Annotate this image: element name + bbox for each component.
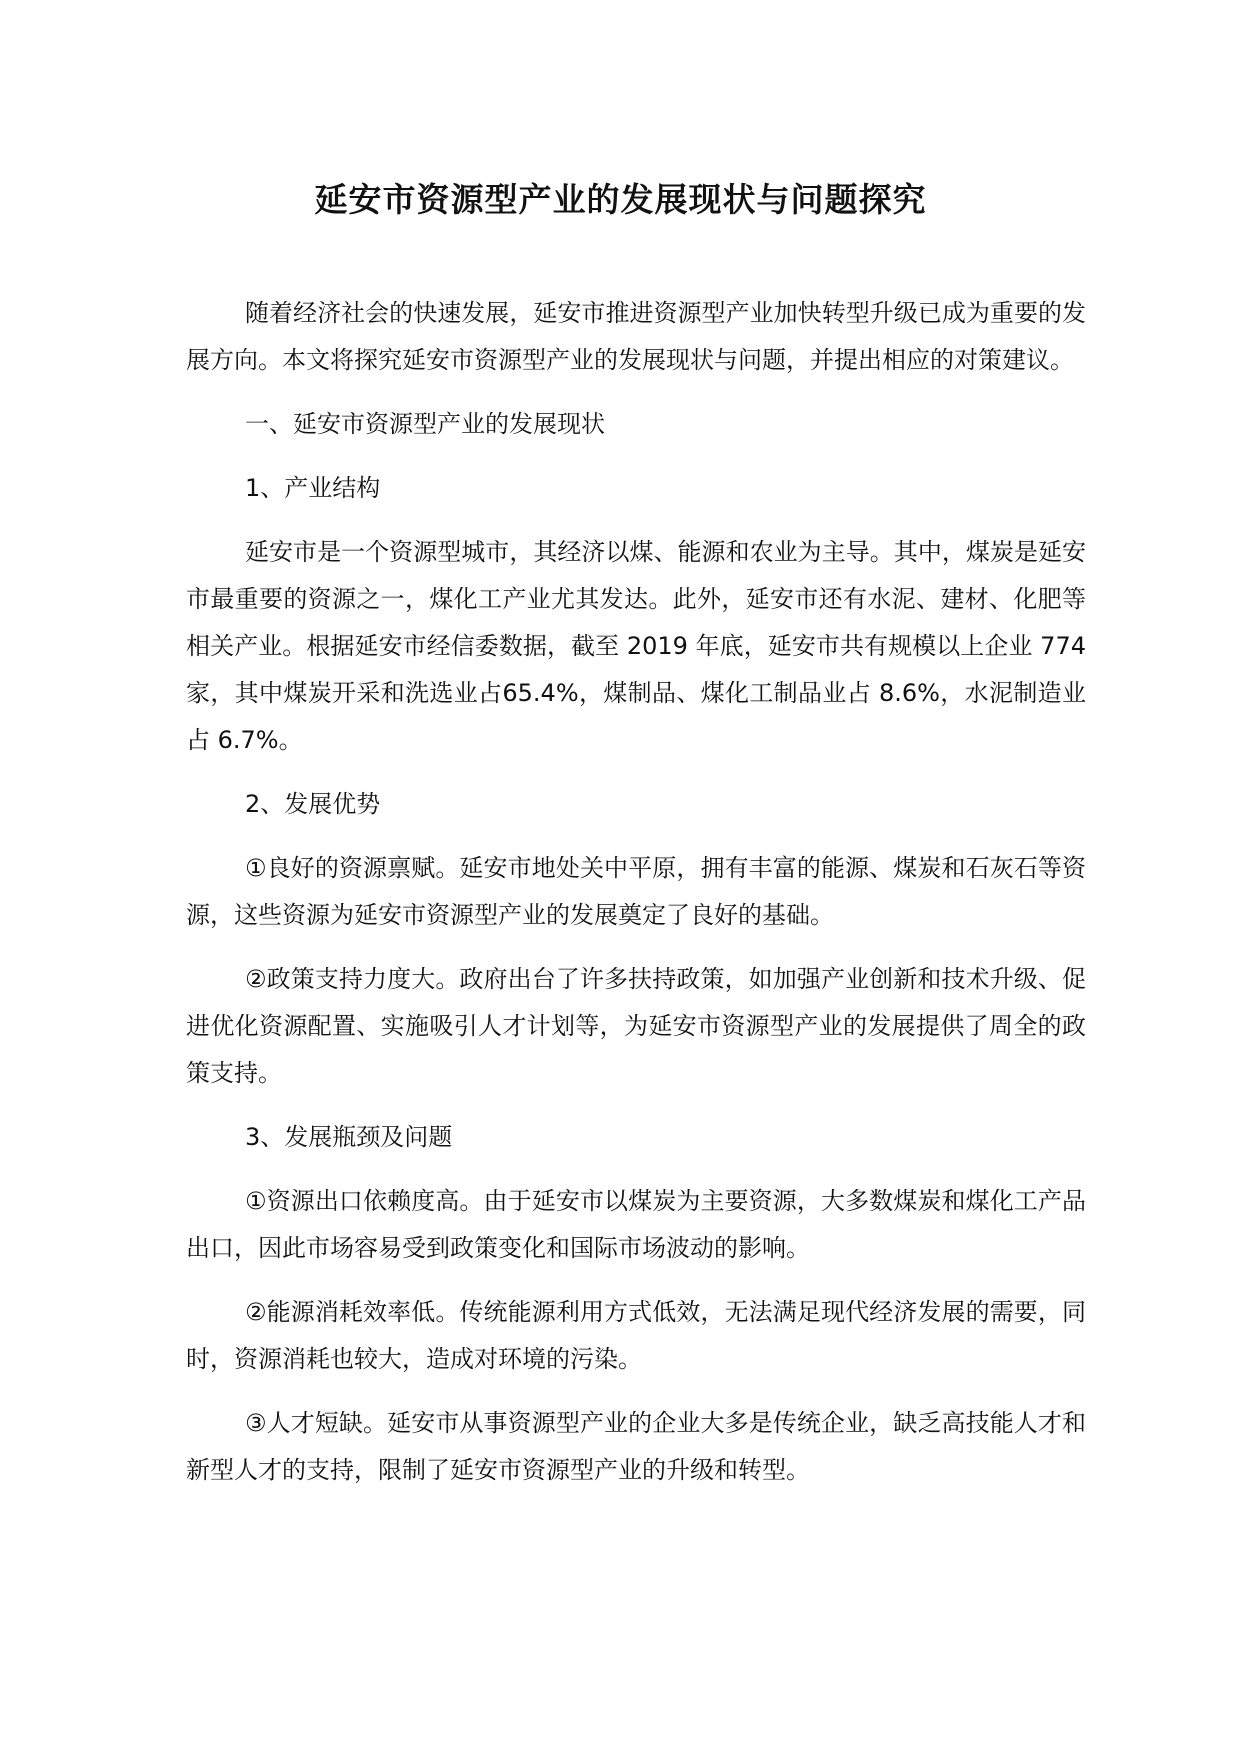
problem-item-talent: ③人才短缺。延安市从事资源型产业的企业大多是传统企业，缺乏高技能人才和新型人才的支持，限制了延安市资源型产业的升级和转型。 xyxy=(186,1409,1086,1484)
intro-paragraph: 随着经济社会的快速发展，延安市推进资源型产业加快转型升级已成为重要的发展方向。本文将探究延安市资源型产业的发展现状与问题，并提出相应的对策建议。 xyxy=(186,299,1086,374)
subheading-industry-structure: 1、产业结构 xyxy=(245,474,381,502)
document-body xyxy=(186,290,1086,1511)
section-heading-status: 一、延安市资源型产业的发展现状 xyxy=(245,410,605,438)
advantage-item-resources: ①良好的资源禀赋。延安市地处关中平原，拥有丰富的能源、煤炭和石灰石等资源，这些资源为延安市资源型产业的发展奠定了良好的基础。 xyxy=(186,854,1086,929)
problem-item-energy: ②能源消耗效率低。传统能源利用方式低效，无法满足现代经济发展的需要，同时，资源消耗也较大，造成对环境的污染。 xyxy=(186,1298,1086,1373)
industry-structure-paragraph: 延安市是一个资源型城市，其经济以煤、能源和农业为主导。其中，煤炭是延安市最重要的资源之一，煤化工产业尤其发达。此外，延安市还有水泥、建材、化肥等相关产业。根据延安市经信委数据，截至 2019 年底，延安市共有规模以上企业 774 家，其中煤炭开采和洗选业占65.4%，煤制品、煤化工制品业占 8.6%，水泥制造业占 6.7%。 xyxy=(186,538,1086,754)
advantage-item-policy: ②政策支持力度大。政府出台了许多扶持政策，如加强产业创新和技术升级、促进优化资源配置、实施吸引人才计划等，为延安市资源型产业的发展提供了周全的政策支持。 xyxy=(186,965,1086,1087)
document-title: 延安市资源型产业的发展现状与问题探究 xyxy=(314,180,927,219)
problem-item-export: ①资源出口依赖度高。由于延安市以煤炭为主要资源，大多数煤炭和煤化工产品出口，因此市场容易受到政策变化和国际市场波动的影响。 xyxy=(186,1187,1086,1262)
subheading-advantages: 2、发展优势 xyxy=(245,790,381,818)
subheading-problems: 3、发展瓶颈及问题 xyxy=(245,1123,453,1151)
